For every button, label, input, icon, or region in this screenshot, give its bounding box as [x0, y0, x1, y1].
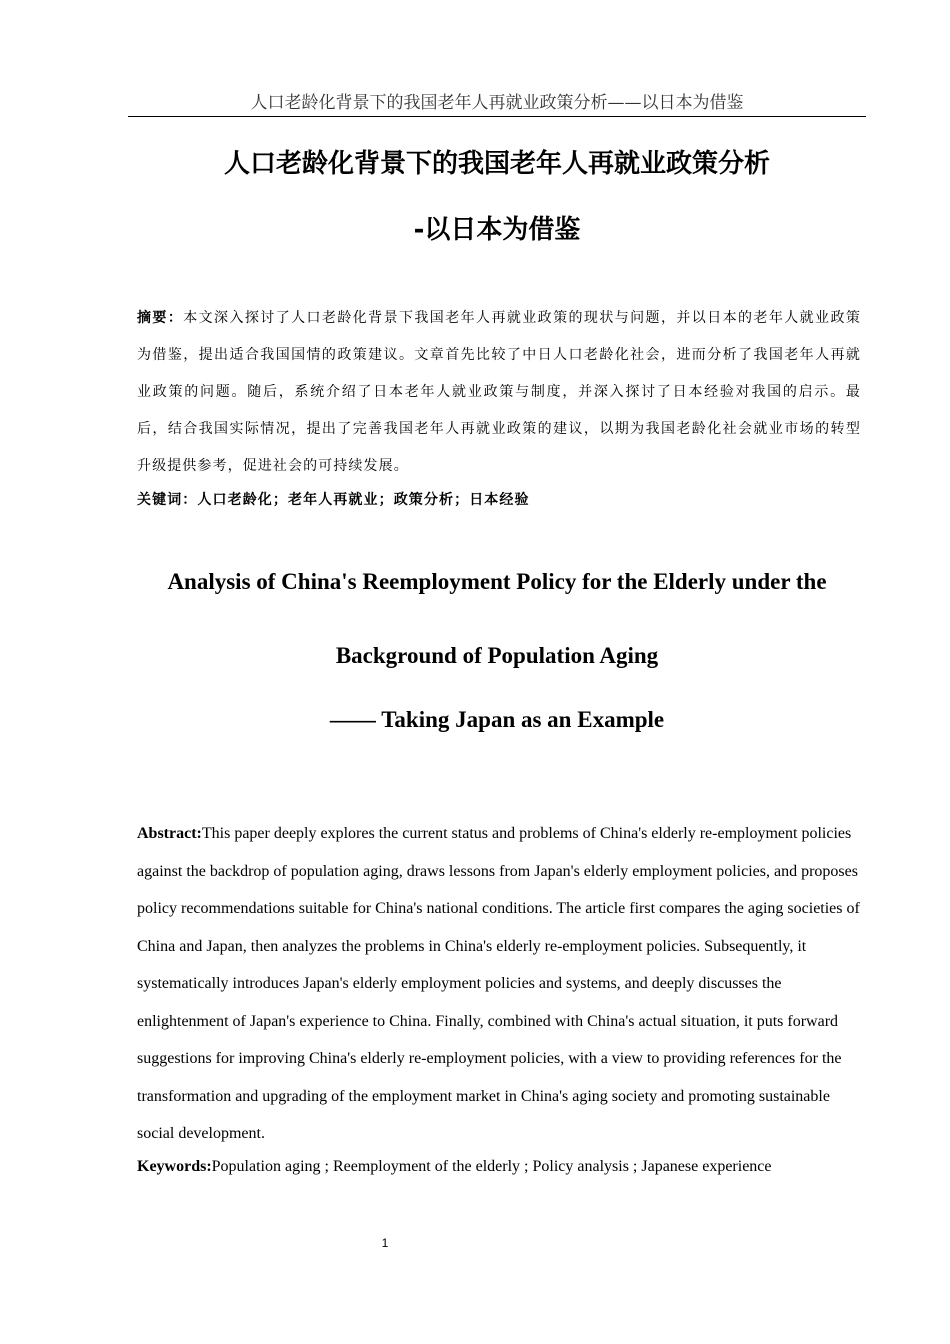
english-title-line-1: Analysis of China's Reemployment Policy for the Elderly under the	[167, 569, 827, 594]
english-title-line-3: —— Taking Japan as an Example	[329, 707, 665, 732]
chinese-keywords-text: 人口老龄化；老年人再就业；政策分析；日本经验	[197, 492, 530, 508]
english-keywords	[137, 1155, 861, 1179]
chinese-keywords-label: 关键词：	[137, 492, 198, 508]
chinese-abstract-text: 本文深入探讨了人口老龄化背景下我国老年人再就业政策的现状与问题，并以日本的老年人就业政策为借鉴，提出适合我国国情的政策建议。文章首先比较了中日人口老龄化社会，进而分析了我国老年人再就业政策的问题。随后，系统介绍了日本老年人就业政策与制度，并深入探讨了日本经验对我国的启示。最后，结合我国实际情况，提出了完善我国老年人再就业政策的建议，以期为我国老龄化社会就业市场的转型升级提供参考，促进社会的可持续发展。	[137, 310, 861, 474]
running-header: 人口老龄化背景下的我国老年人再就业政策分析——以日本为借鉴	[128, 90, 866, 117]
english-abstract-label: Abstract:	[137, 825, 202, 842]
chinese-title-line-2: -以日本为借鉴	[413, 215, 581, 245]
english-keywords-label: Keywords:	[137, 1158, 212, 1175]
english-keywords-text: Population aging ; Reemployment of the elderly ; Policy analysis ; Japanese experience	[211, 1158, 772, 1175]
page-number: 1	[381, 1236, 389, 1250]
chinese-keywords	[137, 488, 861, 512]
english-title-line-2: Background of Population Aging	[335, 643, 659, 668]
english-abstract	[137, 815, 861, 1153]
chinese-abstract-label: 摘要：	[137, 310, 184, 326]
chinese-title-line-1: 人口老龄化背景下的我国老年人再就业政策分析	[223, 149, 770, 179]
chinese-abstract	[137, 300, 861, 485]
english-abstract-text: This paper deeply explores the current status and problems of China's elderly re-employment policies against the backdrop of population aging, draws lessons from Japan's elderly employment policies, and proposes policy recommendations suitable for China's national conditions. The article first compares the aging societies of China and Japan, then analyzes the problems in China's elderly re-employment policies. Subsequently, it systematically introduces Japan's elderly employment policies and systems, and deeply discusses the enlightenment of Japan's experience to China. Finally, combined with China's actual situation, it puts forward suggestions for improving China's elderly re-employment policies, with a view to providing references for the transformation and upgrading of the employment market in China's aging society and promoting sustainable social development.	[137, 825, 860, 1142]
